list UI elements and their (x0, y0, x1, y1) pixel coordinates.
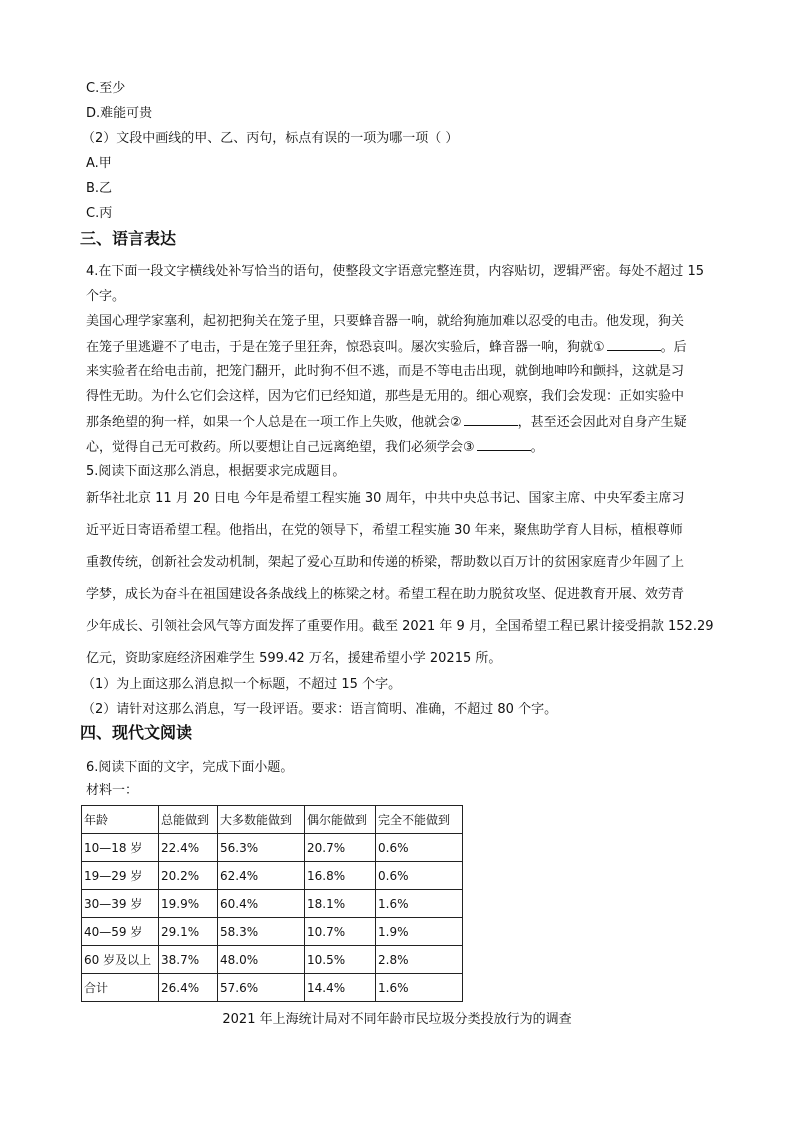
table-cell: 30—39 岁 (82, 890, 159, 918)
q4-passage-text: 。 (530, 440, 544, 455)
table-row (82, 918, 463, 946)
q5-news-line4: 学梦，成长为奋斗在祖国建设各条战线上的栋梁之材。希望工程在助力脱贫攻坚、促进教育开展、效劳青 (86, 587, 685, 602)
q4-passage-line2 (86, 338, 687, 357)
q4-passage-text: ，甚至还会因此对自身产生疑 (517, 415, 687, 430)
section4-title: 四、现代文阅读 (80, 723, 193, 742)
table-header-cell: 完全不能做到 (376, 806, 463, 834)
table-cell: 10.7% (305, 918, 376, 946)
q3-sub2-option-a: A.甲 (86, 156, 112, 171)
q4-passage-line6 (86, 438, 544, 457)
table-header-cell: 总能做到 (159, 806, 218, 834)
table-cell: 0.6% (376, 834, 463, 862)
table-row (82, 974, 463, 1002)
table-row (82, 834, 463, 862)
q4-passage-text: 那条绝望的狗一样，如果一个人总是在一项工作上失败，他就会 (86, 415, 451, 430)
table-cell: 1.6% (376, 890, 463, 918)
q5-news-line2: 近平近日寄语希望工程。他指出，在党的领导下，希望工程实施 30 年来，聚焦助学育人目标，植根尊师 (86, 523, 683, 538)
q5-sub2: （2）请针对这那么消息，写一段评语。要求：语言简明、准确，不超过 80 个字。 (82, 702, 558, 717)
blank-1 (607, 338, 661, 351)
table-caption: 2021 年上海统计局对不同年龄市民垃圾分类投放行为的调查 (222, 1012, 572, 1027)
table-cell: 18.1% (305, 890, 376, 918)
table-cell: 22.4% (159, 834, 218, 862)
q4-passage-line4: 得性无助。为什么它们会这样，因为它们已经知道，那些是无用的。细心观察，我们会发现：正如实验中 (86, 389, 685, 404)
q4-passage-line5 (86, 413, 687, 432)
table-cell: 48.0% (218, 946, 305, 974)
table-header-row (82, 806, 463, 834)
q5-sub1: （1）为上面这那么消息拟一个标题，不超过 15 个字。 (82, 677, 402, 692)
table-cell: 56.3% (218, 834, 305, 862)
blank-marker-3: ③ (463, 440, 475, 455)
survey-table (81, 805, 463, 1002)
table-cell: 40—59 岁 (82, 918, 159, 946)
q4-passage-line1: 美国心理学家塞利，起初把狗关在笼子里，只要蜂音器一响，就给狗施加难以忍受的电击。他发现，狗关 (86, 314, 685, 329)
q5-news-line6: 亿元，资助家庭经济困难学生 599.42 万名，援建希望小学 20215 所。 (86, 651, 502, 666)
table-cell: 1.6% (376, 974, 463, 1002)
section3-title: 三、语言表达 (80, 229, 177, 248)
q3-option-d: D.难能可贵 (86, 106, 153, 121)
blank-3 (477, 438, 531, 451)
table-cell: 1.9% (376, 918, 463, 946)
q3-option-c: C.至少 (86, 81, 126, 96)
q4-instruction-line2: 个字。 (86, 289, 126, 304)
q5-intro: 5.阅读下面这那么消息，根据要求完成题目。 (86, 464, 346, 479)
table-cell: 16.8% (305, 862, 376, 890)
material-label: 材料一： (86, 783, 139, 798)
table-row (82, 862, 463, 890)
table-header-cell: 年龄 (82, 806, 159, 834)
table-header-cell: 偶尔能做到 (305, 806, 376, 834)
table-cell: 0.6% (376, 862, 463, 890)
q6-intro: 6.阅读下面的文字，完成下面小题。 (86, 760, 294, 775)
table-row (82, 946, 463, 974)
q4-passage-line3: 来实验者在给电击前，把笼门翻开，此时狗不但不逃，而是不等电击出现，就倒地呻吟和颤抖，这就是习 (86, 364, 685, 379)
blank-2 (464, 413, 518, 426)
table-cell: 合计 (82, 974, 159, 1002)
q4-passage-text: 。后 (660, 340, 687, 355)
table-cell: 19—29 岁 (82, 862, 159, 890)
table-cell: 10.5% (305, 946, 376, 974)
q4-passage-text: 心，觉得自己无可救药。所以要想让自己远离绝望，我们必须学会 (86, 440, 464, 455)
q5-news-line1: 新华社北京 11 月 20 日电 今年是希望工程实施 30 周年，中共中央总书记、国家主席、中央军委主席习 (86, 491, 685, 506)
q3-sub2-option-b: B.乙 (86, 181, 113, 196)
table-cell: 26.4% (159, 974, 218, 1002)
q4-instruction-line1: 4.在下面一段文字横线处补写恰当的语句，使整段文字语意完整连贯，内容贴切，逻辑严密。每处不超过 15 (86, 264, 705, 279)
blank-marker-2: ② (450, 415, 462, 430)
table-cell: 10—18 岁 (82, 834, 159, 862)
table-cell: 20.2% (159, 862, 218, 890)
table-cell: 20.7% (305, 834, 376, 862)
table-header-cell: 大多数能做到 (218, 806, 305, 834)
table-cell: 2.8% (376, 946, 463, 974)
table-cell: 62.4% (218, 862, 305, 890)
q4-passage-text: 在笼子里逃避不了电击，于是在笼子里狂奔，惊恐哀叫。屡次实验后，蜂音器一响，狗就 (86, 340, 594, 355)
table-cell: 58.3% (218, 918, 305, 946)
table-cell: 29.1% (159, 918, 218, 946)
q3-sub2-option-c: C.丙 (86, 206, 113, 221)
q3-sub2-question: （2）文段中画线的甲、乙、丙句，标点有误的一项为哪一项（ ） (82, 131, 459, 146)
table-cell: 60 岁及以上 (82, 946, 159, 974)
table-row (82, 890, 463, 918)
table-cell: 19.9% (159, 890, 218, 918)
q5-news-line3: 重教传统，创新社会发动机制，架起了爱心互助和传递的桥梁，帮助数以百万计的贫困家庭青少年圆了上 (86, 555, 685, 570)
table-cell: 60.4% (218, 890, 305, 918)
q5-news-line5: 少年成长、引领社会风气等方面发挥了重要作用。截至 2021 年 9 月，全国希望工程已累计接受捐款 152.29 (86, 619, 714, 634)
table-cell: 14.4% (305, 974, 376, 1002)
table-cell: 57.6% (218, 974, 305, 1002)
table-cell: 38.7% (159, 946, 218, 974)
blank-marker-1: ① (593, 340, 605, 355)
